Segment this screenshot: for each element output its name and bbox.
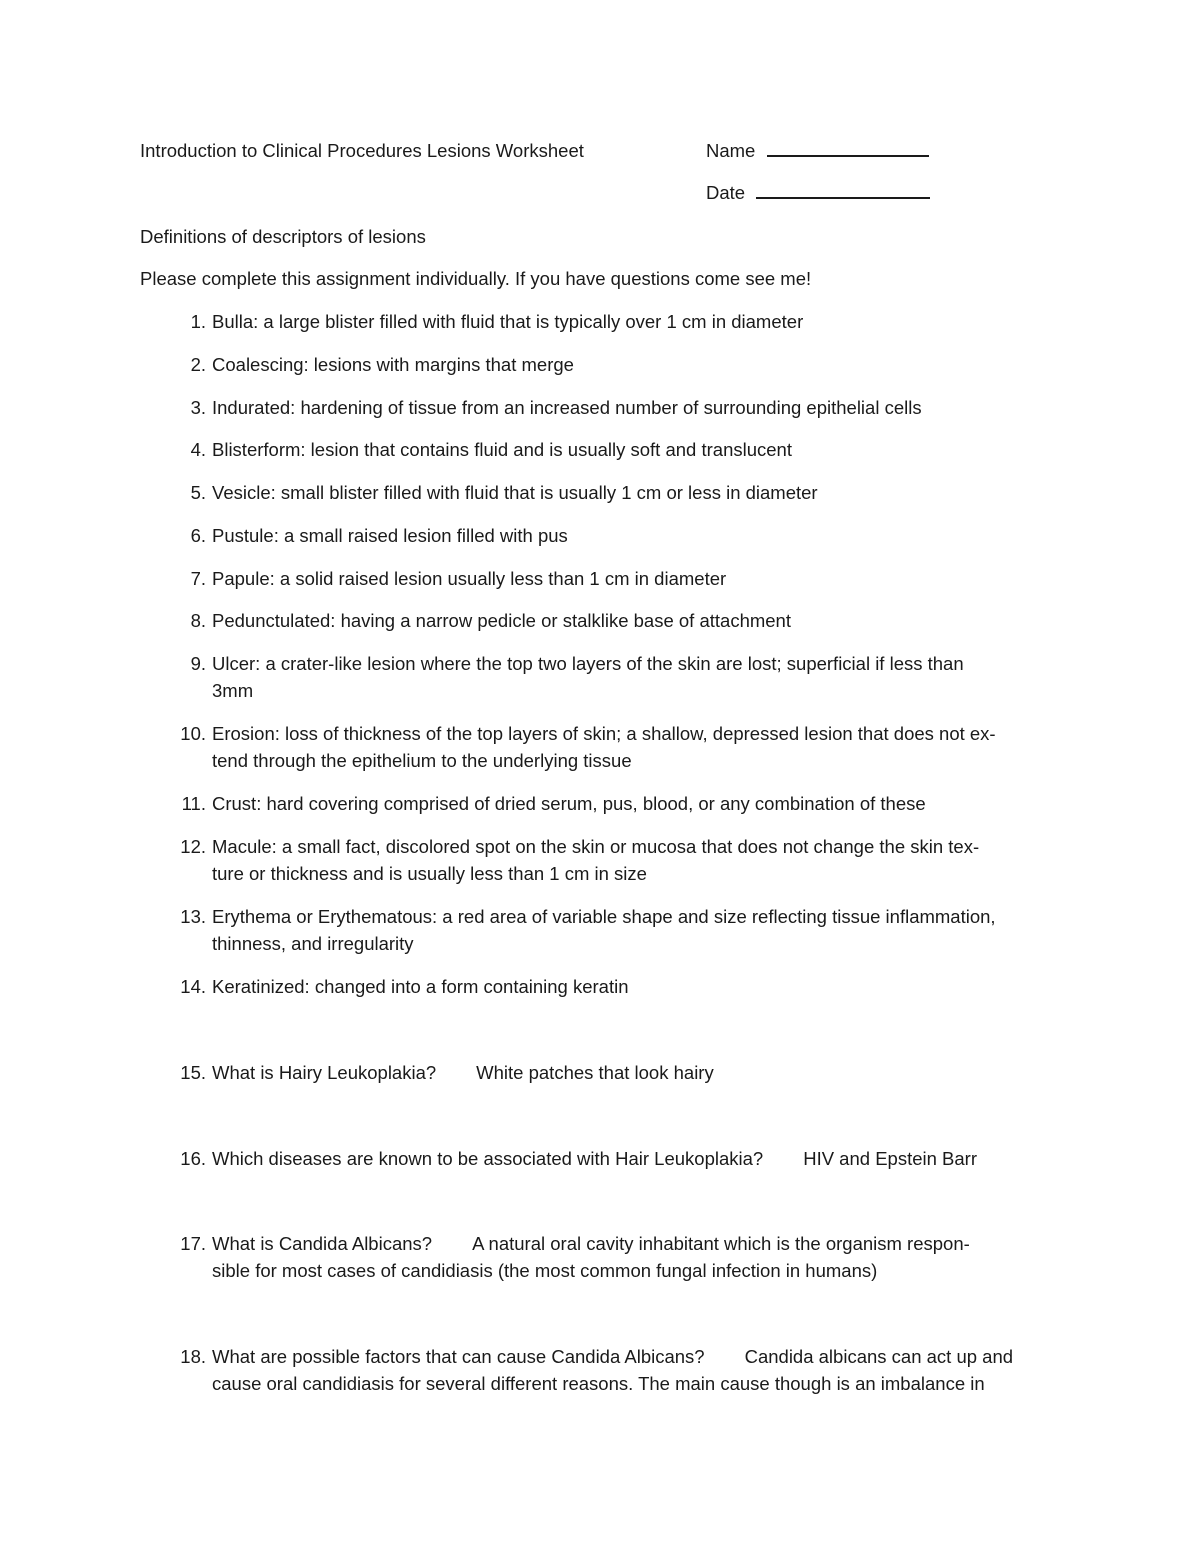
item-number: 7. (190, 568, 206, 589)
definition-line: Pustule: a small raised lesion filled with pus (212, 525, 568, 546)
item-number: 15. (180, 1062, 206, 1083)
question-answer: HIV and Epstein Barr (803, 1148, 977, 1169)
question-text (212, 1059, 1072, 1086)
date-blank-line (756, 179, 930, 199)
question-text (212, 1343, 1072, 1397)
definition-line: Erosion: loss of thickness of the top layers of skin; a shallow, depressed lesion that does not ex- (212, 723, 996, 744)
definition-text (212, 903, 1072, 957)
answer-continuation: cause oral candidiasis for several different reasons. The main cause though is an imbalance in (212, 1373, 985, 1394)
item-number: 10. (180, 723, 206, 744)
definition-text (212, 522, 1072, 549)
item-number: 8. (190, 610, 206, 631)
item-number: 5. (190, 482, 206, 503)
definition-line: Bulla: a large blister filled with fluid that is typically over 1 cm in diameter (212, 311, 804, 332)
item-number: 16. (180, 1148, 206, 1169)
question-line (212, 1059, 1072, 1086)
definition-text (212, 436, 1072, 463)
definition-line: Papule: a solid raised lesion usually less than 1 cm in diameter (212, 568, 727, 589)
question-answer: Candida albicans can act up and (744, 1346, 1014, 1367)
item-number: 6. (190, 525, 206, 546)
answer-continuation: sible for most cases of candidiasis (the most common fungal infection in humans) (212, 1260, 878, 1281)
section-title: Definitions of descriptors of lesions (140, 226, 426, 247)
question-prompt: Which diseases are known to be associated with Hair Leukoplakia? (212, 1148, 764, 1169)
question-prompt: What is Hairy Leukoplakia? (212, 1062, 437, 1083)
definition-line: Pedunctulated: having a narrow pedicle or stalklike base of attachment (212, 610, 791, 631)
item-number: 14. (180, 976, 206, 997)
definition-text (212, 308, 1072, 335)
definition-line: Ulcer: a crater-like lesion where the top two layers of the skin are lost; superficial if less than (212, 653, 964, 674)
question-prompt: What are possible factors that can cause Candida Albicans? (212, 1346, 705, 1367)
item-number: 18. (180, 1346, 206, 1367)
definition-line: 3mm (212, 680, 254, 701)
question-line (212, 1343, 1072, 1370)
definition-text (212, 650, 1072, 704)
question-answer: White patches that look hairy (476, 1062, 714, 1083)
item-number: 4. (190, 439, 206, 460)
definition-text (212, 790, 1072, 817)
question-answer: A natural oral cavity inhabitant which is the organism respon- (472, 1233, 970, 1254)
item-number: 17. (180, 1233, 206, 1254)
item-number: 13. (180, 906, 206, 927)
question-line (212, 1145, 1072, 1172)
definition-line: Erythema or Erythematous: a red area of variable shape and size reflecting tissue inflammation, (212, 906, 996, 927)
definition-line: tend through the epithelium to the underlying tissue (212, 750, 632, 771)
definition-text (212, 973, 1072, 1000)
definition-line: ture or thickness and is usually less than 1 cm in size (212, 863, 647, 884)
definition-text (212, 394, 1072, 421)
definition-line: Macule: a small fact, discolored spot on the skin or mucosa that does not change the skin tex- (212, 836, 980, 857)
definition-text (212, 833, 1072, 887)
item-number: 11. (181, 793, 206, 814)
question-line (212, 1230, 1072, 1257)
definition-line: Keratinized: changed into a form containing keratin (212, 976, 629, 997)
question-text (212, 1230, 1072, 1284)
question-prompt: What is Candida Albicans? (212, 1233, 433, 1254)
definition-line: Indurated: hardening of tissue from an increased number of surrounding epithelial cells (212, 397, 922, 418)
item-number: 1. (190, 311, 206, 332)
name-label: Name (706, 140, 756, 161)
date-field (706, 179, 930, 206)
definition-line: Coalescing: lesions with margins that merge (212, 354, 574, 375)
item-number: 12. (180, 836, 206, 857)
definition-line: Vesicle: small blister filled with fluid that is usually 1 cm or less in diameter (212, 482, 818, 503)
item-number: 2. (190, 354, 206, 375)
item-number: 9. (190, 653, 206, 674)
definition-text (212, 479, 1072, 506)
definition-text (212, 720, 1072, 774)
name-field (706, 137, 929, 164)
definition-line: Crust: hard covering comprised of dried serum, pus, blood, or any combination of these (212, 793, 926, 814)
worksheet-title: Introduction to Clinical Procedures Lesions Worksheet (140, 140, 584, 161)
definition-text (212, 607, 1072, 634)
question-text (212, 1145, 1072, 1172)
definition-line: thinness, and irregularity (212, 933, 414, 954)
definition-text (212, 565, 1072, 592)
date-label: Date (706, 182, 746, 203)
definition-text (212, 351, 1072, 378)
instructions: Please complete this assignment individually. If you have questions come see me! (140, 268, 812, 289)
definition-line: Blisterform: lesion that contains fluid and is usually soft and translucent (212, 439, 792, 460)
item-number: 3. (190, 397, 206, 418)
name-blank-line (767, 137, 929, 157)
